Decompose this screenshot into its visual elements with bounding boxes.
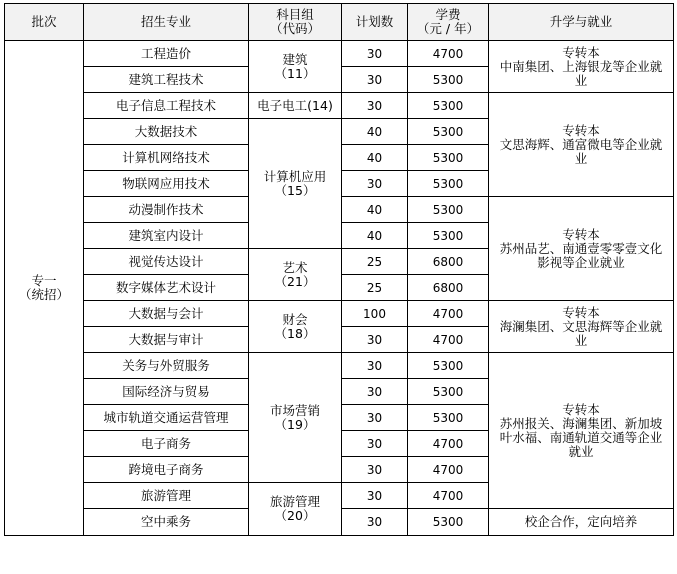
group-code: （20） — [274, 508, 316, 523]
outlook-cell-4 — [489, 301, 674, 353]
major-cell: 工程造价 — [84, 41, 249, 67]
batch-line2: （统招） — [18, 287, 69, 302]
fee-cell: 5300 — [408, 67, 489, 93]
major-cell: 视觉传达设计 — [84, 249, 249, 275]
major-cell: 电子信息工程技术 — [84, 93, 249, 119]
plan-cell: 40 — [342, 119, 408, 145]
fee-cell: 5300 — [408, 119, 489, 145]
outlook-line: 就业 — [568, 443, 594, 459]
table-row — [5, 301, 674, 327]
header-outlook: 升学与就业 — [489, 4, 674, 41]
fee-cell: 4700 — [408, 431, 489, 457]
outlook-line: 专转本 — [562, 122, 600, 138]
fee-cell: 5300 — [408, 379, 489, 405]
outlook-line: 叶水福、南通轨道交通等企业 — [499, 429, 663, 445]
outlook-cell-1 — [489, 41, 674, 93]
major-cell: 国际经济与贸易 — [84, 379, 249, 405]
major-cell: 计算机网络技术 — [84, 145, 249, 171]
fee-cell: 6800 — [408, 275, 489, 301]
header-batch: 批次 — [5, 4, 84, 41]
fee-cell: 4700 — [408, 327, 489, 353]
major-cell: 动漫制作技术 — [84, 197, 249, 223]
plan-cell: 30 — [342, 41, 408, 67]
major-cell: 空中乘务 — [84, 509, 249, 536]
outlook-line: 苏州报关、海澜集团、新加坡 — [499, 415, 663, 431]
fee-cell: 5300 — [408, 197, 489, 223]
group-name: 建筑 — [282, 51, 308, 67]
header-major: 招生专业 — [84, 4, 249, 41]
plan-cell: 40 — [342, 223, 408, 249]
major-cell: 城市轨道交通运营管理 — [84, 405, 249, 431]
fee-cell: 5300 — [408, 223, 489, 249]
batch-cell — [5, 41, 84, 536]
fee-cell: 4700 — [408, 301, 489, 327]
header-fee-line1: 学费 — [435, 7, 461, 22]
major-cell: 跨境电子商务 — [84, 457, 249, 483]
group-cell-computer — [249, 119, 342, 249]
header-subject-group — [249, 4, 342, 41]
major-cell: 关务与外贸服务 — [84, 353, 249, 379]
group-code: （15） — [274, 182, 316, 198]
outlook-line: 业 — [574, 332, 588, 348]
outlook-line: 文思海辉、通富微电等企业就 — [499, 136, 663, 152]
fee-cell: 6800 — [408, 249, 489, 275]
outlook-line: 专转本 — [562, 401, 600, 417]
table-row — [5, 353, 674, 379]
group-code: （21） — [274, 273, 316, 289]
plan-cell: 40 — [342, 145, 408, 171]
group-cell-electronics: 电子电工(14) — [249, 93, 342, 119]
plan-cell: 30 — [342, 457, 408, 483]
group-cell-accounting — [249, 301, 342, 353]
outlook-line: 专转本 — [562, 226, 600, 242]
group-code: （19） — [274, 416, 316, 432]
header-subject-group-line1: 科目组 — [276, 7, 314, 22]
outlook-line: 专转本 — [562, 304, 600, 320]
header-subject-group-line2: （代码） — [269, 21, 320, 36]
plan-cell: 30 — [342, 353, 408, 379]
outlook-line: 海澜集团、文思海辉等企业就 — [499, 318, 663, 334]
plan-cell: 30 — [342, 509, 408, 536]
major-cell: 建筑室内设计 — [84, 223, 249, 249]
group-cell-architecture — [249, 41, 342, 93]
major-cell: 建筑工程技术 — [84, 67, 249, 93]
enrollment-table — [4, 3, 674, 536]
major-cell: 大数据技术 — [84, 119, 249, 145]
plan-cell: 30 — [342, 431, 408, 457]
outlook-line: 专转本 — [562, 44, 600, 60]
outlook-line: 苏州品艺、南通壹零零壹文化 — [499, 240, 663, 256]
outlook-cell-2 — [489, 93, 674, 197]
fee-cell: 5300 — [408, 509, 489, 536]
group-name: 市场营销 — [269, 402, 320, 418]
fee-cell: 5300 — [408, 405, 489, 431]
major-cell: 物联网应用技术 — [84, 171, 249, 197]
fee-cell: 5300 — [408, 145, 489, 171]
plan-cell: 30 — [342, 483, 408, 509]
fee-cell: 5300 — [408, 171, 489, 197]
group-name: 计算机应用 — [263, 168, 327, 184]
fee-cell: 4700 — [408, 457, 489, 483]
group-name: 财会 — [282, 311, 308, 327]
header-fee — [408, 4, 489, 41]
header-row — [5, 4, 674, 41]
plan-cell: 100 — [342, 301, 408, 327]
outlook-cell-5 — [489, 353, 674, 509]
fee-cell: 5300 — [408, 353, 489, 379]
major-cell: 大数据与审计 — [84, 327, 249, 353]
outlook-cell-3 — [489, 197, 674, 301]
major-cell: 旅游管理 — [84, 483, 249, 509]
major-cell: 电子商务 — [84, 431, 249, 457]
major-cell: 数字媒体艺术设计 — [84, 275, 249, 301]
fee-cell: 4700 — [408, 483, 489, 509]
group-code: （18） — [274, 325, 316, 341]
header-plan: 计划数 — [342, 4, 408, 41]
header-fee-line2: （元 / 年） — [416, 21, 480, 36]
batch-line1: 专一 — [31, 273, 57, 288]
plan-cell: 25 — [342, 275, 408, 301]
group-name: 艺术 — [282, 259, 308, 275]
outlook-line: 中南集团、上海银龙等企业就 — [499, 58, 663, 74]
group-cell-marketing — [249, 353, 342, 483]
enrollment-table-wrapper — [4, 3, 674, 536]
fee-cell: 5300 — [408, 93, 489, 119]
major-cell: 大数据与会计 — [84, 301, 249, 327]
fee-cell: 4700 — [408, 41, 489, 67]
group-name: 旅游管理 — [269, 494, 320, 509]
outlook-line: 影视等企业就业 — [537, 254, 625, 270]
plan-cell: 40 — [342, 197, 408, 223]
outlook-cell-6: 校企合作，定向培养 — [489, 509, 674, 536]
plan-cell: 30 — [342, 67, 408, 93]
group-cell-tourism — [249, 483, 342, 536]
outlook-line: 业 — [574, 150, 588, 166]
table-row — [5, 93, 674, 119]
group-cell-art — [249, 249, 342, 301]
plan-cell: 30 — [342, 327, 408, 353]
plan-cell: 30 — [342, 171, 408, 197]
plan-cell: 30 — [342, 93, 408, 119]
plan-cell: 30 — [342, 379, 408, 405]
outlook-line: 业 — [574, 72, 588, 88]
table-row — [5, 41, 674, 67]
plan-cell: 25 — [342, 249, 408, 275]
group-code: （11） — [274, 65, 316, 81]
plan-cell: 30 — [342, 405, 408, 431]
